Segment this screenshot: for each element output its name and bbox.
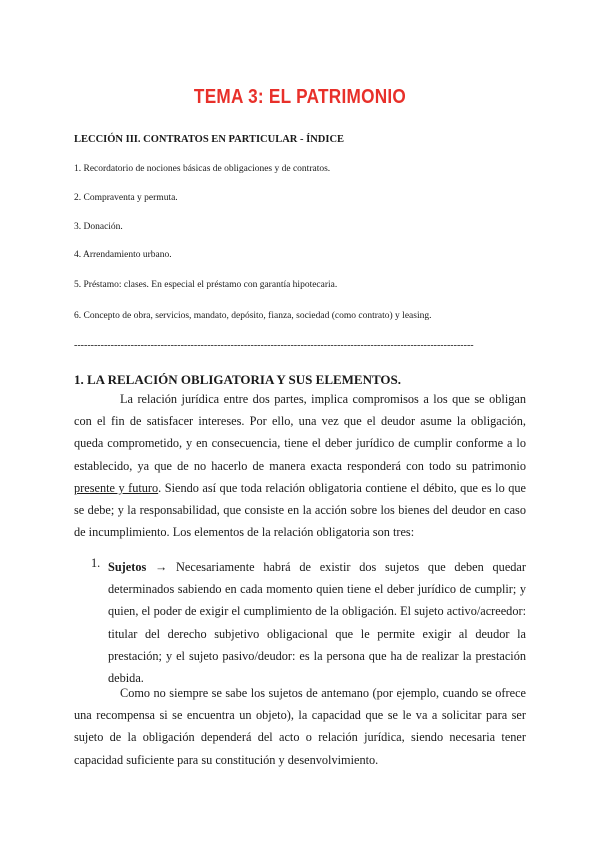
document-title: TEMA 3: EL PATRIMONIO [193,86,407,108]
paragraph-capacidad [74,682,526,771]
list-item-sujetos [108,556,526,689]
paragraph-text: Como no siempre se sabe los sujetos de antemano (por ejemplo, cuando se ofrece una recompensa si se encuentra un objeto), la capacidad que se le va a solicitar para ser sujeto de la obligación dependerá del acto o relación jurídica, siendo necesaria tener capacidad suficiente para su constitución y desenvolvimiento. [74,686,526,767]
section-heading: 1. LA RELACIÓN OBLIGATORIA Y SUS ELEMENTOS. [74,372,402,387]
arrow-icon: → [155,560,168,574]
underlined-phrase: presente y futuro [74,480,159,495]
index-item: 5. Préstamo: clases. En especial el préstamo con garantía hipotecaria. [74,280,338,290]
index-item: 1. Recordatorio de nociones básicas de obligaciones y de contratos. [74,164,331,174]
list-number: 1. [91,556,101,570]
index-item: 2. Compraventa y permuta. [74,193,178,203]
section-divider: ------------------------------------------------------------------------------------------------------------------------ [74,340,474,351]
index-item: 4. Arrendamiento urbano. [74,250,172,260]
paragraph-relacion-obligatoria [74,388,526,543]
list-term: Sujetos [108,560,147,574]
paragraph-text: . Siendo así que toda relación obligatoria contiene el débito, que es lo que se debe; y la responsabilidad, que consiste en la acción sobre los bienes del deudor en caso de incumplimiento. Los elementos de la relación obligatoria son tres: [74,480,526,540]
paragraph-text: La relación jurídica entre dos partes, implica compromisos a los que se obligan con el fin de satisfacer intereses. Por ello, una vez que el deudor asume la obligación, queda comprometido, y en consecuencia, tiene el deber jurídico de cumplir conforme a lo establecido, ya que de no hacerlo de manera exacta responderá con todo su patrimonio [74,392,526,473]
list-text: Necesariamente habrá de existir dos sujetos que deben quedar determinados sabiendo en cada momento quien tiene el deber jurídico de cumplir; y quien, el poder de exigir el cumplimiento de la obligación. El sujeto activo/acreedor: titular del derecho subjetivo obligacional que le permite exigir al deudor la prestación; y el sujeto pasivo/deudor: es la persona que ha de realizar la prestación debida. [108,560,526,686]
index-item: 3. Donación. [74,222,123,232]
index-item: 6. Concepto de obra, servicios, mandato, depósito, fianza, sociedad (como contrato) y leasing. [74,311,432,321]
index-heading: LECCIÓN III. CONTRATOS EN PARTICULAR - ÍNDICE [74,134,345,145]
